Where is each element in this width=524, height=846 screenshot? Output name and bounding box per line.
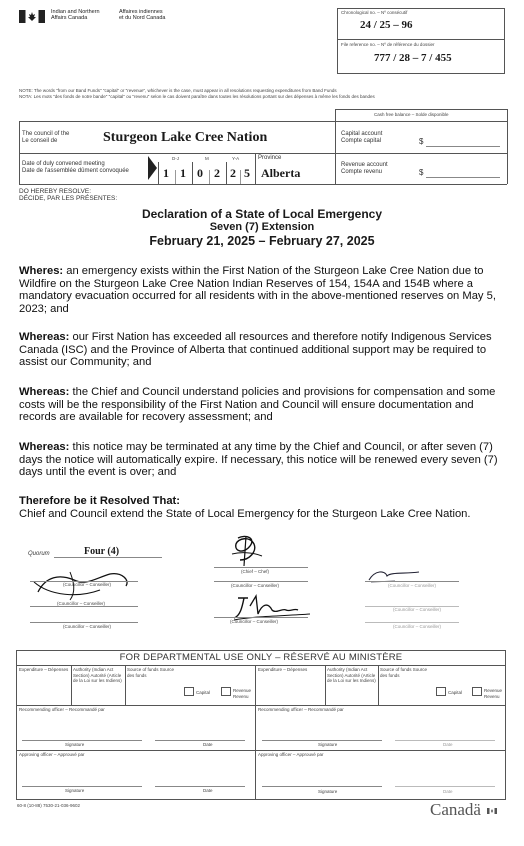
councillor-label-2: (Councillor – Conseiller)	[231, 583, 280, 588]
signature-label-4: Signature	[318, 789, 338, 794]
source-label-left: Source of funds Source des fonds	[127, 667, 175, 678]
canada-flag-icon	[19, 10, 45, 23]
approving-label-left: Approving officer – Approuvé par	[19, 752, 85, 757]
month-label: M	[205, 156, 209, 161]
declaration-subtitle: Seven (7) Extension	[209, 221, 315, 233]
cash-balance-label: Cash free balance – Solde disponible	[374, 112, 449, 117]
day-label: D-J	[172, 156, 179, 161]
chief-label: (Chief – Chef)	[241, 569, 270, 574]
councillor-label-7: (Councillor – Conseiller)	[63, 624, 112, 629]
expenditure-label-right: Expenditure – Dépenses	[258, 667, 308, 672]
signature-label-2: Signature	[318, 742, 338, 747]
declaration-dates: February 21, 2025 – February 27, 2025	[149, 234, 375, 248]
canada-wordmark: Canadä	[430, 800, 481, 819]
chronological-label: Chronological no. – Nº consécutif	[341, 10, 408, 15]
departmental-title: FOR DEPARTMENTAL USE ONLY – RÉSERVÉ AU MINISTÈRE	[119, 652, 403, 663]
approving-label-right: Approving officer – Approuvé par	[258, 752, 324, 757]
councillor-label-6: (Councillor – Conseiller)	[393, 607, 442, 612]
whereas-paragraph-2: Whereas: our First Nation has exceeded all resources and therefore notify Indigenous Services Canada (ISC) and the Province of Alberta that continued additional support may be required to assist our Community; and	[19, 331, 492, 369]
signature-label-1: Signature	[65, 742, 85, 747]
councillor-label-4: (Councillor – Conseiller)	[57, 601, 106, 606]
capital-label-right: Capital	[448, 690, 463, 695]
expenditure-label-left: Expenditure – Dépenses	[19, 667, 69, 672]
whereas-paragraph-4: Whereas: this notice may be terminated at any time by the Chief and Council, or after seven (7) days the notice will automatically expire. If necessary, this notice will be renewed every seven (7) days until the event is over; and	[19, 441, 498, 479]
department-name-en: Indian and Northern Affairs Canada	[51, 9, 100, 21]
province-label: Province	[258, 155, 282, 161]
declaration-title: Declaration of a State of Local Emergency	[141, 207, 383, 221]
arrow-icon	[148, 156, 157, 185]
note-en: NOTE: The words "from our Band Funds" "capital" or "revenue", whichever is the case, must appear in all resolutions requesting expenditures from Band Funds	[19, 88, 337, 93]
councillor-label-8: (Councillor – Conseiller)	[393, 624, 442, 629]
revenue-account-label: Revenue account Compte revenu	[341, 162, 388, 175]
reference-box	[337, 8, 505, 74]
councillor-label-3: (Councillor – Conseiller)	[388, 583, 437, 588]
recommending-label-right: Recommending officer – Recommandé par	[258, 707, 344, 712]
chief-signature	[226, 534, 266, 568]
province-value: Alberta	[261, 166, 301, 180]
councillor-label-5: (Councillor – Conseiller)	[230, 619, 279, 624]
meeting-date-label: Date of duly convened meeting Date de l'assemblée dûment convoquée	[22, 161, 129, 174]
month-digit-1: 0	[197, 166, 203, 180]
capital-checkbox-left[interactable]	[184, 687, 194, 696]
authority-label-right: Authority (Indian Act Section) Autorité (Article de la Loi sur les Indiens)	[327, 667, 376, 683]
year-label: Y-A	[232, 156, 240, 161]
note-fr: NOTA: Les mots "des fonds de notre bande" "capital" ou "revenu" selon le cas doivent paraître dans toutes les résolutions portant sur des dépenses à même les fonds des bandes	[19, 94, 375, 99]
date-label-1: Date	[203, 742, 213, 747]
form-number: 60-8 (10-88) 7530-21-036-9602	[17, 803, 81, 808]
authority-label-left: Authority (Indian Act Section) Autorité (Article de la Loi sur les Indiens)	[73, 667, 122, 683]
councillor-label-1: (Councillor – Conseiller)	[63, 582, 112, 587]
date-label-2: Date	[443, 742, 453, 747]
signature-label-3: Signature	[65, 788, 85, 793]
council-name: Sturgeon Lake Cree Nation	[103, 130, 268, 145]
quorum-value: Four (4)	[84, 546, 120, 557]
year-digit-1: 2	[230, 166, 236, 180]
department-name-fr: Affaires indiennes et du Nord Canada	[119, 9, 166, 21]
whereas-paragraph-1: Wheres: an emergency exists within the First Nation of the Sturgeon Lake Cree Nation due to Wildfire on the Sturgeon Lake Cree Nation Indian Reserves of 154, 154A and 154B where a mandatory evacuation occurred for all residents with in the above-mentioned reserves on May 5, 2023; and	[19, 265, 496, 315]
revenue-label-right: Revenue Revenu	[484, 688, 503, 699]
capital-dollar: $	[419, 137, 424, 146]
resolve-label: DO HEREBY RESOLVE: DÉCIDE, PAR LES PRÉSENTES:	[19, 188, 118, 202]
date-label-4: Date	[443, 789, 453, 794]
wordmark-flag-icon	[487, 801, 497, 819]
file-reference-label: File reference no. – Nº de référence du dossier	[341, 42, 435, 47]
resolution-paragraph: Therefore be it Resolved That: Chief and Council extend the State of Local Emergency for the Sturgeon Lake Cree Nation.	[19, 495, 471, 520]
council-label: The council of the Le conseil de	[22, 131, 70, 144]
file-reference-number: 777 / 28 – 7 / 455	[374, 52, 452, 64]
year-digit-2: 5	[244, 166, 250, 180]
recommending-label-left: Recommending officer – Recommandé par	[19, 707, 105, 712]
chronological-number: 24 / 25 – 96	[360, 19, 413, 31]
date-label-3: Date	[203, 788, 213, 793]
quorum-label: Quorum	[28, 551, 50, 557]
day-digit-1: 1	[163, 166, 169, 180]
month-digit-2: 2	[214, 166, 220, 180]
revenue-label-left: Revenue Revenu	[233, 688, 252, 699]
revenue-checkbox-left[interactable]	[221, 687, 231, 696]
capital-label-left: Capital	[196, 690, 211, 695]
source-label-right: Source of funds Source des fonds	[380, 667, 428, 678]
capital-checkbox-right[interactable]	[436, 687, 446, 696]
capital-account-label: Capital account Compte capital	[341, 131, 383, 144]
revenue-checkbox-right[interactable]	[472, 687, 482, 696]
revenue-dollar: $	[419, 168, 424, 177]
whereas-paragraph-3: Whereas: the Chief and Council understand policies and provisions for compensation and some costs will be the responsibility of the First Nation and Council will ensure documentation and records are available for recovery assessment; and	[19, 386, 496, 424]
day-digit-2: 1	[180, 166, 186, 180]
